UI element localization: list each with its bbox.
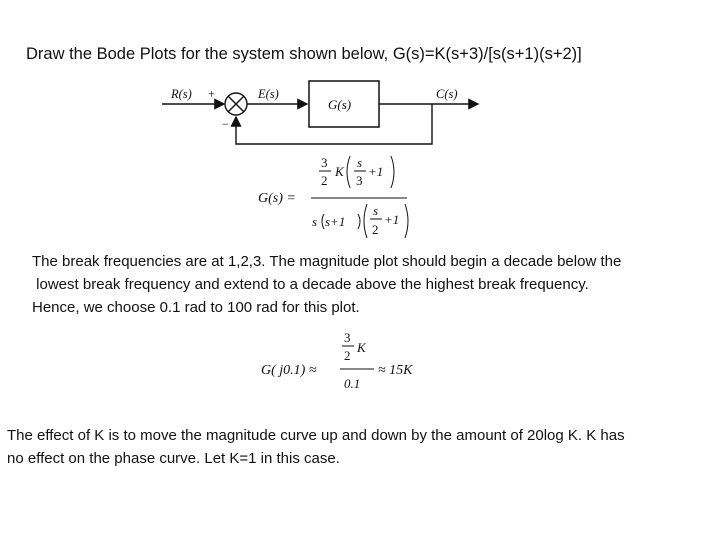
- text-line: no effect on the phase curve. Let K=1 in this case.: [7, 450, 340, 467]
- approx-rhs: ≈ 15K: [378, 363, 413, 378]
- tf-num-k: K: [335, 164, 344, 179]
- tf-num-coef-top: 3: [321, 155, 328, 170]
- tf-den-plus1: +1: [384, 212, 400, 227]
- approx-num-k: K: [357, 340, 366, 355]
- text-line: The break frequencies are at 1,2,3. The magnitude plot should begin a decade below the: [32, 253, 622, 270]
- approx-equation: [258, 326, 438, 396]
- tf-num-3: 3: [356, 173, 363, 188]
- input-label: R(s): [171, 87, 192, 101]
- page-title: Draw the Bode Plots for the system shown below, G(s)=K(s+3)/[s(s+1)(s+2)]: [26, 45, 582, 63]
- text-line: The effect of K is to move the magnitude curve up and down by the amount of 20log K. K has: [7, 427, 625, 444]
- summing-junction: [225, 93, 247, 115]
- approx-lhs: G( j0.1) ≈: [261, 363, 317, 378]
- tf-den-s: s: [312, 214, 318, 229]
- approx-num-bottom: 2: [344, 348, 351, 363]
- minus-sign: −: [222, 117, 229, 131]
- tf-den-2: 2: [372, 222, 379, 237]
- tf-den-paren2-left: [364, 204, 367, 238]
- block-diagram: [160, 80, 490, 155]
- plus-sign: +: [208, 87, 216, 101]
- tf-num-paren-left: [347, 156, 350, 188]
- tf-den-s-plus1: s+1: [325, 214, 346, 229]
- paragraph-break-frequencies: [32, 250, 621, 319]
- paragraph-effect-of-k: [7, 424, 625, 470]
- text-line: lowest break frequency and extend to a decade above the highest break frequency.: [32, 276, 589, 293]
- transfer-function: [255, 150, 425, 245]
- tf-lhs: G(s) =: [258, 191, 296, 206]
- block-label: G(s): [328, 97, 352, 112]
- tf-num-s: s: [357, 155, 363, 170]
- approx-num-top: 3: [344, 330, 351, 345]
- tf-num-plus1: +1: [368, 164, 384, 179]
- tf-den-paren2-right: [405, 204, 408, 238]
- output-label: C(s): [436, 87, 458, 101]
- tf-den-s2: s: [373, 203, 379, 218]
- tf-num-coef-bottom: 2: [321, 173, 328, 188]
- tf-num-paren-right: [391, 156, 394, 188]
- tf-den-paren1-right: [358, 214, 360, 229]
- error-label: E(s): [258, 87, 279, 101]
- tf-den-paren1-left: [322, 214, 324, 229]
- approx-den: 0.1: [344, 376, 361, 391]
- text-line: Hence, we choose 0.1 rad to 100 rad for this plot.: [32, 299, 360, 316]
